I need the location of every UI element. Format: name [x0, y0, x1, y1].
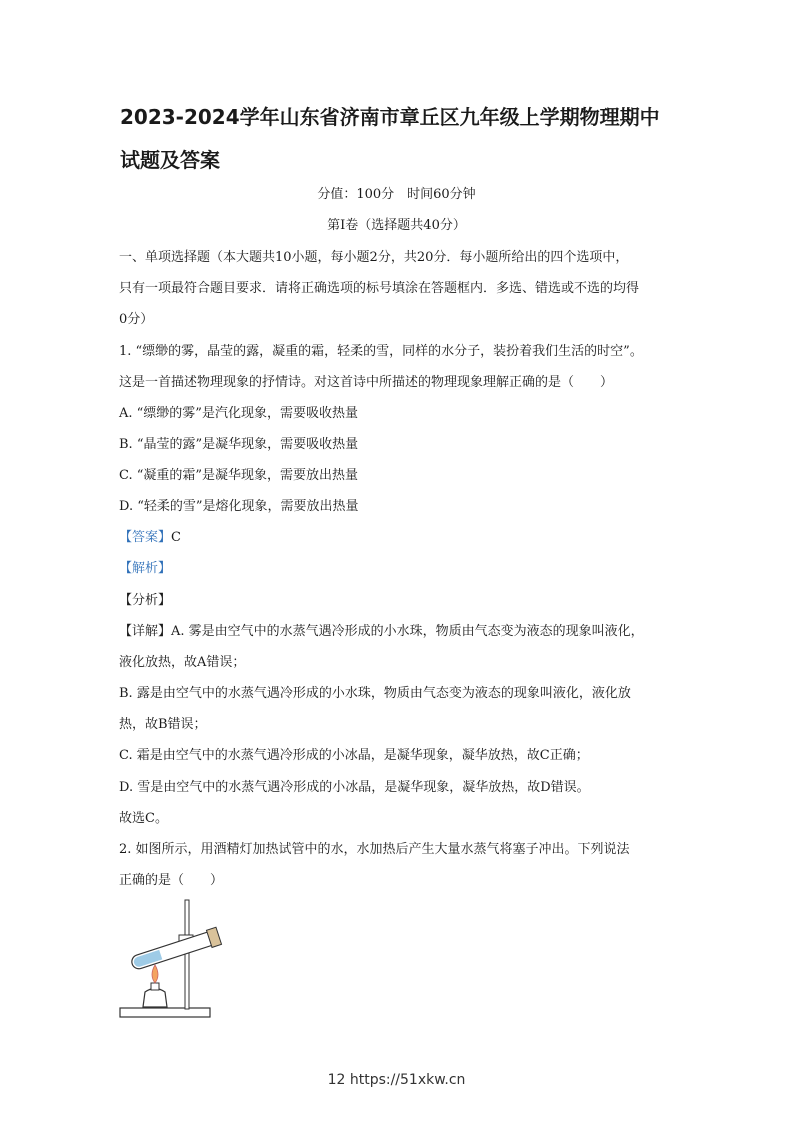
- section-heading: 第Ⅰ卷（选择题共40分）: [327, 218, 466, 233]
- detail-line: D. 雪是由空气中的水蒸气遇冷形成的小冰晶，是凝华现象，凝华放热，故D错误。: [119, 780, 590, 795]
- detail-line: 液化放热，故A错误；: [119, 655, 246, 670]
- instruction-line: 一、单项选择题（本大题共10小题，每小题2分，共20分．每小题所给出的四个选项中，: [119, 250, 629, 265]
- answer-tag: 【答案】: [119, 530, 172, 545]
- question-1-stem: 1. “缥缈的雾，晶莹的露，凝重的霜，轻柔的雪，同样的水分子，装扮着我们生活的时空”。: [119, 344, 643, 359]
- answer-row: [119, 530, 679, 546]
- analysis-row: [119, 561, 679, 577]
- document-title-line-2: 试题及答案: [120, 148, 220, 172]
- test-tube-heating-figure: [115, 895, 225, 1025]
- detail-line: 热，故B错误；: [119, 717, 207, 732]
- option-b: B. “晶莹的露”是凝华现象，需要吸收热量: [119, 437, 359, 452]
- option-a: A. “缥缈的雾”是汽化现象，需要吸收热量: [119, 406, 358, 421]
- option-c: C. “凝重的霜”是凝华现象，需要放出热量: [119, 468, 359, 483]
- question-2-stem: 2. 如图所示，用酒精灯加热试管中的水，水加热后产生大量水蒸气将塞子冲出。下列说法: [119, 842, 630, 857]
- question-1-stem: 这是一首描述物理现象的抒情诗。对这首诗中所描述的物理现象理解正确的是（ ）: [119, 375, 614, 390]
- score-time-info: 分值：100分 时间60分钟: [317, 187, 476, 202]
- detail-line: B. 露是由空气中的水蒸气遇冷形成的小水珠，物质由气态变为液态的现象叫液化，液化放: [119, 686, 631, 701]
- answer-value: C: [171, 530, 181, 545]
- detail-tag: 【详解】: [119, 624, 172, 639]
- analysis-tag: 【解析】: [119, 561, 172, 576]
- detail-line: A. 雾是由空气中的水蒸气遇冷形成的小水珠，物质由气态变为液态的现象叫液化，: [171, 624, 644, 639]
- page-footer: 12 https://51xkw.cn: [327, 1072, 466, 1088]
- fenxi-tag: 【分析】: [119, 593, 172, 608]
- document-title-line-1: 2023-2024学年山东省济南市章丘区九年级上学期物理期中: [120, 105, 660, 129]
- question-2-stem: 正确的是（ ）: [119, 873, 224, 888]
- detail-row: [119, 624, 679, 640]
- option-d: D. “轻柔的雪”是熔化现象，需要放出热量: [119, 499, 359, 514]
- instruction-line: 0分）: [119, 312, 154, 327]
- detail-conclusion: 故选C。: [119, 811, 168, 826]
- detail-line: C. 霜是由空气中的水蒸气遇冷形成的小冰晶，是凝华现象，凝华放热，故C正确；: [119, 748, 589, 763]
- instruction-line: 只有一项最符合题目要求．请将正确选项的标号填涂在答题框内．多选、错选或不选的均得: [119, 281, 640, 296]
